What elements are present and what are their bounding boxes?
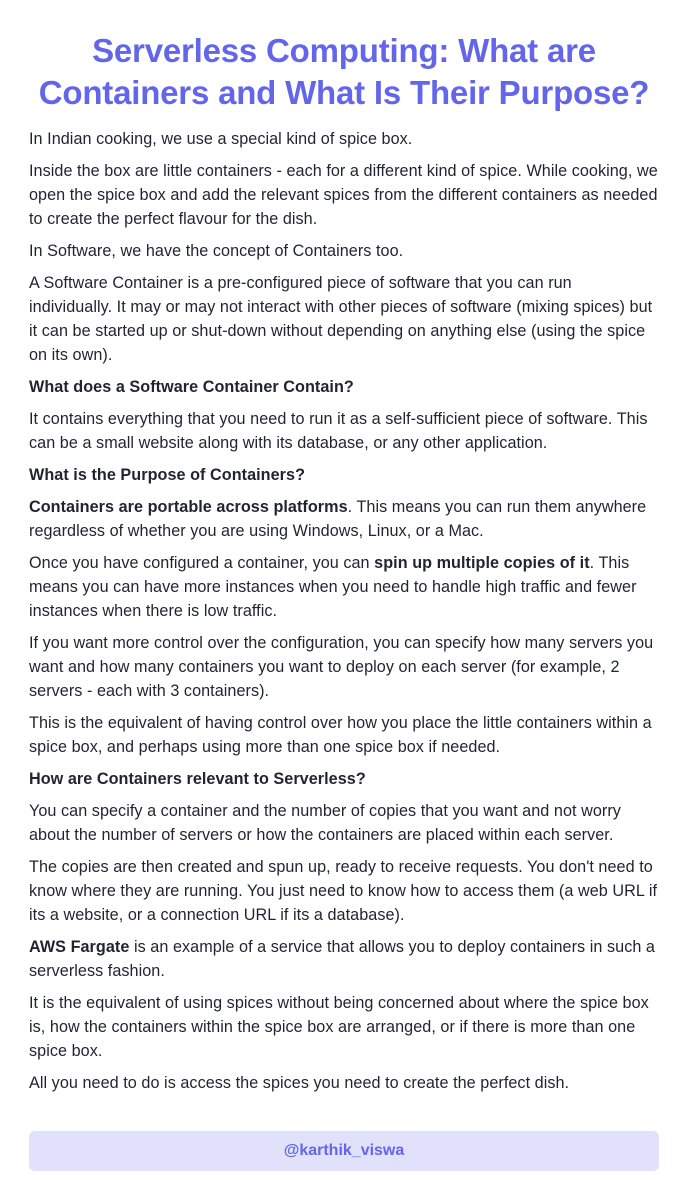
article-body (29, 127, 659, 1095)
text-portable-rest: . This means you can run them anywhere regardless of whether you are using Windows, Linux, or a Mac. (29, 498, 647, 540)
paragraph-copies (29, 551, 659, 623)
section-heading-contents: What does a Software Container Contain? (29, 378, 354, 396)
paragraph-closing: All you need to do is access the spices you need to create the perfect dish. (29, 1074, 570, 1092)
paragraph-portable (29, 495, 659, 543)
bold-fargate: AWS Fargate (29, 938, 130, 956)
text-copies-rest: . This means you can have more instances when you need to handle high traffic and fewer instances when there is low traffic. (29, 554, 637, 620)
paragraph-control: If you want more control over the configuration, you can specify how many servers you want and how many containers you want to deploy on each server (for example, 2 servers - each with 3 containers). (29, 634, 654, 700)
paragraph-contents: It contains everything that you need to run it as a self-sufficient piece of software. This can be a small website along with its database, or any other application. (29, 410, 648, 452)
paragraph-container-definition: A Software Container is a pre-configured piece of software that you can run individually. It may or may not interact with other pieces of software (mixing spices) but it can be started up or shut-down without depending on anything else (using the spice on its own). (29, 274, 653, 364)
page-title: Serverless Computing: What are Containers and What Is Their Purpose? (38, 32, 650, 111)
section-heading-purpose: What is the Purpose of Containers? (29, 466, 306, 484)
paragraph-copies-created: The copies are then created and spun up, ready to receive requests. You don't need to know where they are running. You just need to know how to access them (a web URL if its a website, or a connection URL if its a database). (29, 858, 658, 924)
text-copies-start: Once you have configured a container, you can (29, 554, 375, 572)
bold-portable: Containers are portable across platforms (29, 498, 348, 516)
paragraph-specify: You can specify a container and the number of copies that you want and not worry about the number of servers or how the containers are placed within each server. (29, 802, 621, 844)
paragraph-fargate (29, 935, 659, 983)
section-heading-serverless: How are Containers relevant to Serverless? (29, 770, 366, 788)
bold-copies: spin up multiple copies of it (374, 554, 590, 572)
paragraph-equivalent-spices: It is the equivalent of using spices without being concerned about where the spice box is, how the containers within the spice box are arranged, or if there is more than one spice box. (29, 994, 649, 1060)
paragraph-spice-box: Inside the box are little containers - each for a different kind of spice. While cooking, we open the spice box and add the relevant spices from the different containers as needed to create the perfect flavour for the dish. (29, 162, 658, 228)
paragraph-software-concept: In Software, we have the concept of Containers too. (29, 242, 404, 260)
text-fargate-rest: is an example of a service that allows you to deploy containers in such a serverless fashion. (29, 938, 655, 980)
paragraph-intro: In Indian cooking, we use a special kind of spice box. (29, 130, 413, 148)
paragraph-equivalent-control: This is the equivalent of having control over how you place the little containers within a spice box, and perhaps using more than one spice box if needed. (29, 714, 652, 756)
author-handle: @karthik_viswa (283, 1142, 405, 1159)
author-handle-footer (29, 1131, 659, 1171)
